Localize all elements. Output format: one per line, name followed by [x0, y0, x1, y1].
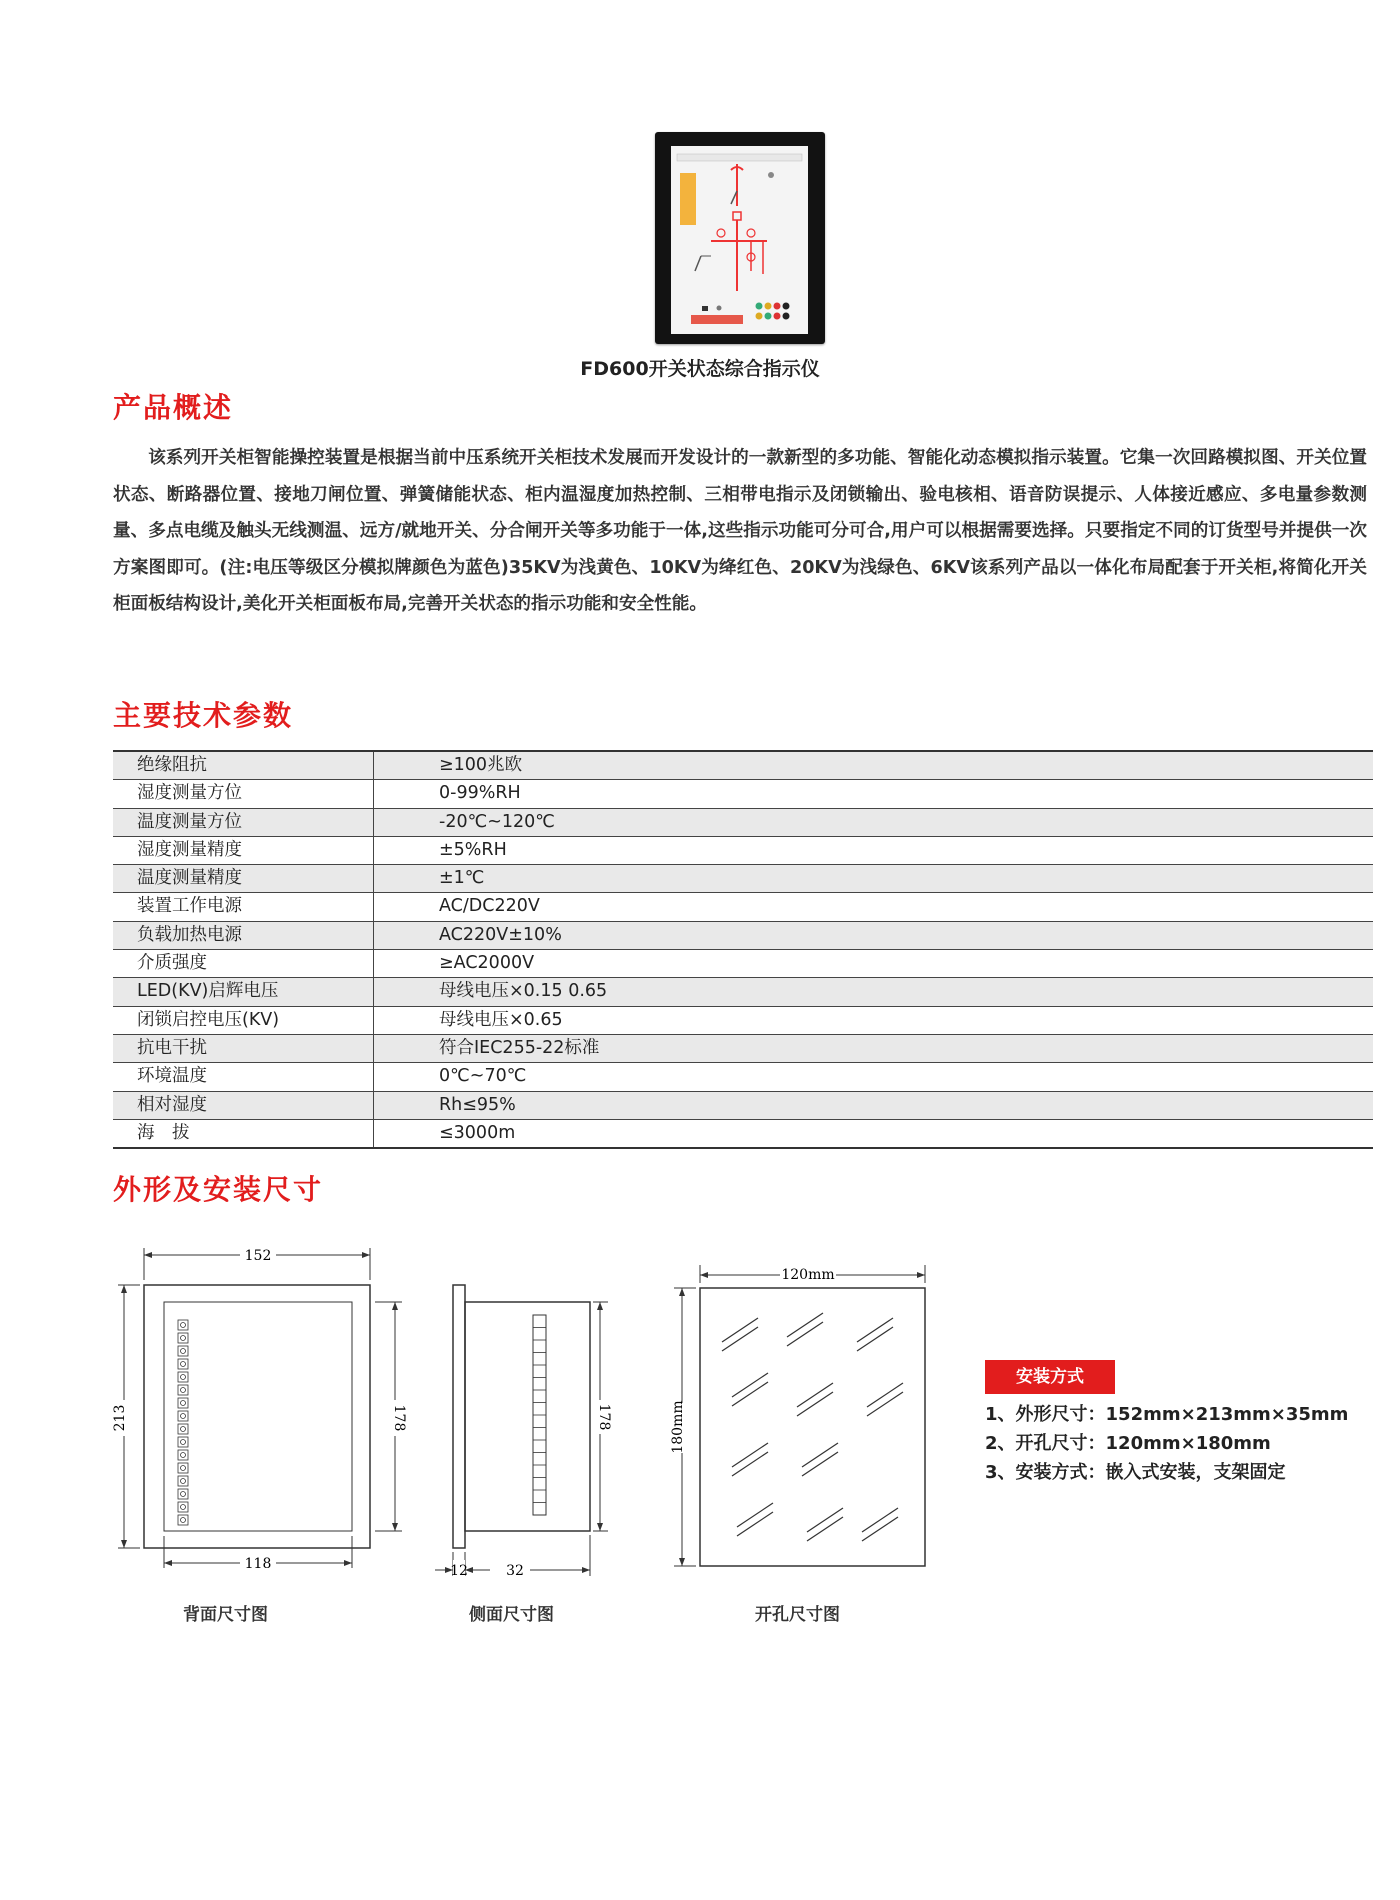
back-width-label: 152	[244, 1248, 272, 1264]
terminal-screw	[181, 1505, 186, 1510]
terminal-block	[178, 1489, 188, 1499]
cutout-drawing	[660, 1255, 940, 1575]
table-row	[113, 893, 1373, 921]
terminal-screw	[181, 1479, 186, 1484]
install-item: 2、开孔尺寸：120mm×180mm	[985, 1433, 1271, 1454]
spec-value-cell: ≥AC2000V	[439, 953, 535, 974]
side-height-label: 178	[596, 1403, 612, 1431]
terminal-block	[178, 1333, 188, 1343]
spec-value-cell: ≤3000m	[439, 1122, 516, 1143]
spec-name-cell: 装置工作电源	[113, 893, 374, 920]
install-item: 1、外形尺寸：152mm×213mm×35mm	[985, 1404, 1349, 1425]
section-title-params: 主要技术参数	[113, 699, 294, 732]
table-row	[113, 1007, 1373, 1035]
terminal-block	[178, 1411, 188, 1421]
terminal-block	[178, 1359, 188, 1369]
terminal-screw	[181, 1349, 186, 1354]
overview-paragraph	[113, 440, 1367, 623]
spec-name-cell: 抗电干扰	[113, 1035, 374, 1062]
spec-table	[113, 750, 1373, 1149]
back-inner-height-label: 178	[391, 1404, 407, 1432]
spec-name-cell: 湿度测量精度	[113, 837, 374, 864]
device-label-tag	[691, 315, 743, 324]
spec-name-cell: 湿度测量方位	[113, 780, 374, 807]
back-view-label: 背面尺寸图	[183, 1605, 268, 1625]
table-row	[113, 837, 1373, 865]
table-row	[113, 950, 1373, 978]
cutout-view-label: 开孔尺寸图	[755, 1605, 840, 1625]
spec-value-cell: ±1℃	[439, 868, 485, 889]
spec-value-cell: 0-99%RH	[439, 783, 521, 804]
terminal-screw	[181, 1492, 186, 1497]
table-row	[113, 1120, 1373, 1147]
spec-value-cell: ≥100兆欧	[439, 755, 523, 775]
back-view-drawing	[110, 1240, 430, 1570]
cutout-height-label: 180mm	[670, 1400, 686, 1454]
terminal-screw	[181, 1362, 186, 1367]
terminal-screw	[181, 1466, 186, 1471]
terminal-block	[178, 1346, 188, 1356]
table-row	[113, 780, 1373, 808]
product-caption: FD600开关状态综合指示仪	[580, 358, 820, 380]
terminal-screw	[181, 1375, 186, 1380]
spec-value-cell: AC/DC220V	[439, 896, 540, 917]
table-row	[113, 1035, 1373, 1063]
table-row	[113, 865, 1373, 893]
overview-text: 该系列开关柜智能操控装置是根据当前中压系统开关柜技术发展而开发设计的一款新型的多功能、智能化动态模拟指示装置。它集一次回路模拟图、开关位置状态、断路器位置、接地刀闸位置、弹簧储能状态、柜内温湿度加热控制、三相带电指示及闭锁输出、验电核相、语音防误提示、人体接近感应、多电量参数测量、多点电缆及触头无线测温、远方/就地开关、分合闸开关等多功能于一体,这些指示功能可分可合,用户可以根据需要选择。只要指定不同的订货型号并提供一次方案图即可。(注:电压等级区分模拟牌颜色为蓝色)35KV为浅黄色、10KV为绛红色、20KV为浅绿色、6KV该系列产品以一体化布局配套于开关柜,将简化开关柜面板结构设计,美化开关柜面板布局,完善开关状态的指示功能和安全性能。	[113, 448, 1367, 614]
spec-value-cell: 母线电压×0.65	[439, 1009, 563, 1030]
side-body-depth-label: 32	[506, 1563, 524, 1579]
terminal-screw	[181, 1427, 186, 1432]
spec-name-cell: 绝缘阻抗	[113, 752, 374, 779]
side-view-label: 侧面尺寸图	[469, 1605, 554, 1625]
single-line-diagram	[671, 146, 808, 334]
spec-value-cell: -20℃~120℃	[439, 811, 555, 832]
product-image	[655, 132, 825, 344]
install-method-badge: 安装方式	[985, 1360, 1115, 1394]
spec-value-cell: ±5%RH	[439, 839, 507, 860]
install-list	[985, 1400, 1348, 1487]
terminal-block	[178, 1372, 188, 1382]
back-inner-width-label: 118	[244, 1556, 272, 1570]
terminal-block	[178, 1424, 188, 1434]
spec-value-cell: Rh≤95%	[439, 1094, 516, 1115]
terminal-block	[178, 1515, 188, 1525]
section-title-overview: 产品概述	[113, 391, 234, 424]
spec-value-cell: 0℃~70℃	[439, 1066, 527, 1087]
terminal-block	[178, 1385, 188, 1395]
terminal-block	[178, 1476, 188, 1486]
spec-name-cell: 介质强度	[113, 950, 374, 977]
back-height-label: 213	[112, 1404, 128, 1432]
terminal-block	[178, 1398, 188, 1408]
terminal-screw	[181, 1401, 186, 1406]
table-row	[113, 809, 1373, 837]
spec-name-cell: 负载加热电源	[113, 922, 374, 949]
table-row	[113, 922, 1373, 950]
spec-name-cell: 相对湿度	[113, 1092, 374, 1119]
table-row	[113, 1063, 1373, 1091]
spec-name-cell: 温度测量方位	[113, 809, 374, 836]
table-row	[113, 1092, 1373, 1120]
terminal-block	[178, 1320, 188, 1330]
cutout-width-label: 120mm	[781, 1267, 835, 1283]
side-view-drawing	[430, 1270, 630, 1580]
device-front-panel	[671, 146, 808, 334]
terminal-screw	[181, 1453, 186, 1458]
terminal-block	[178, 1463, 188, 1473]
table-row	[113, 752, 1373, 780]
spec-name-cell: 海 拔	[113, 1120, 374, 1147]
install-item: 3、安装方式：嵌入式安装，支架固定	[985, 1462, 1286, 1483]
section-title-dimensions: 外形及安装尺寸	[113, 1173, 324, 1206]
spec-value-cell: AC220V±10%	[439, 924, 562, 945]
spec-name-cell: 温度测量精度	[113, 865, 374, 892]
terminal-screw	[181, 1336, 186, 1341]
table-row	[113, 978, 1373, 1006]
terminal-block	[178, 1450, 188, 1460]
terminal-screw	[181, 1440, 186, 1445]
spec-name-cell: LED(KV)启辉电压	[113, 978, 374, 1005]
terminal-block	[178, 1502, 188, 1512]
terminal-screw	[181, 1414, 186, 1419]
spec-name-cell: 闭锁启控电压(KV)	[113, 1007, 374, 1034]
terminal-screw	[181, 1518, 186, 1523]
terminal-screw	[181, 1323, 186, 1328]
terminal-screw	[181, 1388, 186, 1393]
spec-name-cell: 环境温度	[113, 1063, 374, 1090]
terminal-block	[178, 1437, 188, 1447]
side-front-depth-label: 12	[450, 1563, 468, 1579]
spec-value-cell: 母线电压×0.15 0.65	[439, 981, 608, 1002]
spec-value-cell: 符合IEC255-22标准	[439, 1037, 600, 1058]
